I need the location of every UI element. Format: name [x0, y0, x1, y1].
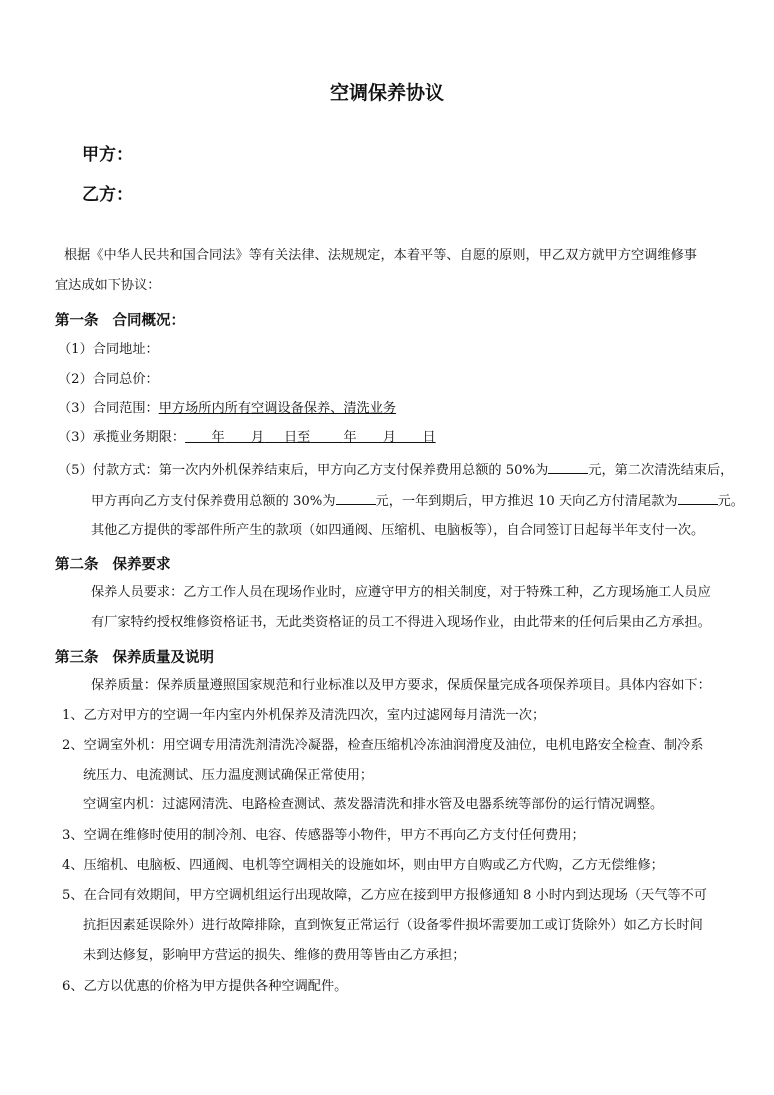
contract-period [58, 429, 436, 447]
contract-address: （1）合同地址： [58, 342, 159, 357]
article3-item-6: 6、乙方以优惠的价格为甲方提供各种空调配件。 [62, 979, 348, 994]
article1-heading [55, 309, 185, 330]
article3-heading [55, 646, 214, 667]
party-a-label: 甲方： [82, 145, 133, 165]
contract-scope-label: （3）合同范围： [58, 401, 159, 416]
article3-item-2-line-1: 2、空调室外机：用空调专用清洗剂清洗冷凝器，检查压缩机冷冻油润滑度及油位，电机电路安全检查、制冷系 [62, 738, 704, 753]
article3-item-4: 4、压缩机、电脑板、四通阀、电机等空调相关的设施如坏，则由甲方自购或乙方代购，乙方无偿维修； [62, 858, 664, 873]
contract-period-dates: 年 月 日至 年 月 日 [211, 430, 436, 445]
article3-item-1: 1、乙方对甲方的空调一年内室内外机保养及清洗四次，室内过滤网每月清洗一次； [62, 708, 546, 723]
article1-title: 合同概况： [112, 313, 185, 329]
contract-scope-value: 甲方场所内所有空调设备保养、清洗业务 [158, 401, 397, 416]
article3-item-3: 3、空调在维修时使用的制冷剂、电容、传感器等小物件，甲方不再向乙方支付任何费用； [62, 828, 585, 843]
party-b-label: 乙方： [82, 185, 133, 205]
article2-line-1: 保养人员要求：乙方工作人员在现场作业时，应遵守甲方的相关制度，对于特殊工种，乙方现场施工人员应 [91, 585, 711, 600]
article3-title: 保养质量及说明 [112, 650, 214, 666]
article3-intro: 保养质量：保养质量遵照国家规范和行业标准以及甲方要求，保质保量完成各项保养项目。具体内容如下： [91, 678, 711, 693]
article3-item-2-line-2: 统压力、电流测试、压力温度测试确保正常使用； [83, 768, 374, 783]
contract-scope [58, 400, 396, 418]
payment-first-blank[interactable] [548, 460, 588, 474]
article2-line-2: 有厂家特约授权维修资格证书，无此类资格证的员工不得进入现场作业，由此带来的任何后果由乙方承担。 [91, 615, 711, 630]
article2-title: 保养要求 [112, 557, 171, 573]
contract-total-price: （2）合同总价： [58, 372, 159, 387]
article3-item-5-line-2: 抗拒因素延误除外）进行故障排除，直到恢复正常运行（设备零件损坏需要加工或订货除外）如乙方长时间 [83, 918, 703, 933]
contract-period-label: （3）承揽业务期限： [58, 430, 186, 445]
payment-line-3: 其他乙方提供的零部件所产生的款项（如四通阀、压缩机、电脑板等），自合同签订日起每半年支付一次。 [91, 523, 705, 538]
intro-line-1: 根据《中华人民共和国合同法》等有关法律、法规规定，本着平等、自愿的原则，甲乙双方就甲方空调维修事 [64, 248, 697, 263]
article2-heading [55, 553, 171, 574]
article1-number: 第一条 [55, 313, 99, 329]
payment-line-1: （5）付款方式：第一次内外机保养结束后，甲方向乙方支付保养费用总额的 50%为 元，第二次清洗结束后， [58, 460, 733, 480]
article2-number: 第二条 [55, 557, 99, 573]
article3-item-2-line-3: 空调室内机：过滤网清洗、电路检查测试、蒸发器清洗和排水管及电器系统等部份的运行情况调整。 [83, 797, 664, 812]
payment-line-2: 甲方再向乙方支付保养费用总额的 30%为 元，一年到期后，甲方推迟 10 天向乙方付清尾款为 元。 [91, 491, 744, 511]
article3-number: 第三条 [55, 650, 99, 666]
payment-final-blank[interactable] [678, 491, 718, 505]
document-title: 空调保养协议 [329, 82, 444, 104]
intro-line-2: 宜达成如下协议： [55, 278, 161, 293]
payment-second-blank[interactable] [336, 491, 376, 505]
article3-item-5-line-3: 未到达修复，影响甲方营运的损失、维修的费用等皆由乙方承担； [83, 948, 466, 963]
article3-item-5-line-1: 5、在合同有效期间，甲方空调机组运行出现故障，乙方应在接到甲方报修通知 8 小时内到达现场（天气等不可 [62, 888, 707, 903]
